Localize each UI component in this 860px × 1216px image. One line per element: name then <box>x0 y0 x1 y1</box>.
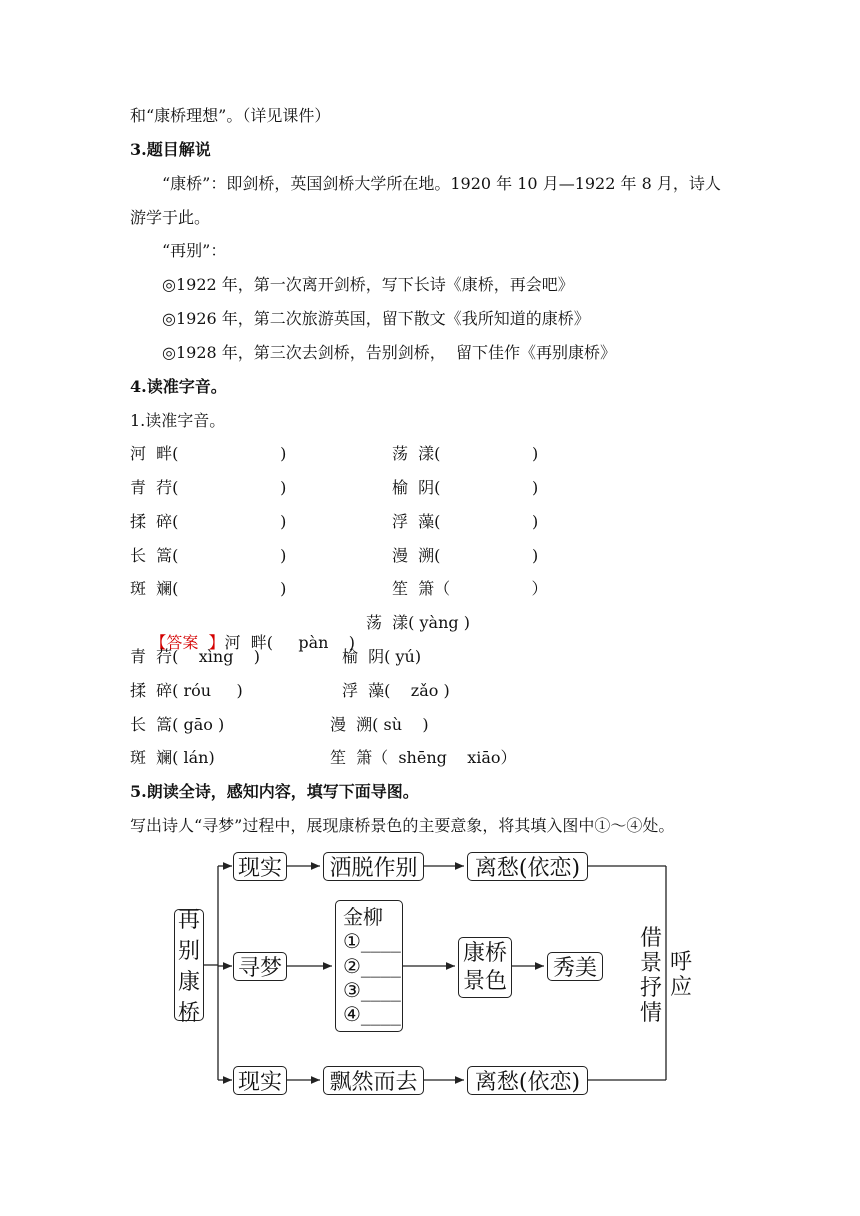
root-char-1: 再 <box>177 908 200 933</box>
paragraph-zaibie: “再别”： <box>162 241 227 260</box>
item-1922: ◎1922 年，第一次离开剑桥，写下长诗《康桥，再会吧》 <box>162 275 574 294</box>
quiz-right-4: 漫 溯( ) <box>392 546 539 565</box>
side-label-huying <box>668 950 694 1000</box>
answer-row4-left: 长 篙( gāo ) <box>130 715 225 734</box>
dream-box: 寻梦 <box>233 952 287 981</box>
item-1928: ◎1928 年，第三次去剑桥，告别剑桥， 留下佳作《再别康桥》 <box>162 343 616 362</box>
reality-top-box: 现实 <box>233 852 287 881</box>
scenery-line-2: 景色 <box>462 968 507 994</box>
section5-desc: 写出诗人“寻梦”过程中，展现康桥景色的主要意象，将其填入图中①～④处。 <box>130 816 675 835</box>
side1-char-1: 借 <box>639 926 662 951</box>
heading-5: 5.朗读全诗，感知内容，填写下面导图。 <box>130 782 419 801</box>
quiz-right-1: 荡 漾( ) <box>392 444 539 463</box>
answer-row3-left: 揉 碎( róu ) <box>130 681 243 700</box>
answer-row3-right: 浮 藻( zǎo ) <box>342 681 450 700</box>
answer-row1-left: 河 畔( pàn ) <box>224 633 356 652</box>
imagery-jinliu: 金柳 <box>343 905 383 929</box>
mind-map <box>168 842 708 1102</box>
paragraph-kangqiao-cont: 游学于此。 <box>130 208 211 227</box>
answer-row5-right: 笙 箫（ shēng xiāo） <box>330 748 517 767</box>
side-label-jiejing <box>638 926 664 1026</box>
side1-char-4: 情 <box>639 1001 662 1026</box>
side2-char-1: 呼 <box>669 950 692 975</box>
quiz-left-4: 长 篙( ) <box>130 546 287 565</box>
answer-label: 【答案 】 <box>150 633 225 652</box>
sub-heading: 1.读准字音。 <box>130 411 226 430</box>
imagery-blank-1: ①____ <box>343 929 401 953</box>
root-char-3: 康 <box>177 970 200 995</box>
imagery-blank-4: ④____ <box>343 1002 401 1026</box>
answer-row1-right: 荡 漾( yàng ) <box>366 613 470 632</box>
sad-bottom-box: 离愁(依恋) <box>467 1066 588 1095</box>
root-char-4: 桥 <box>177 1001 200 1026</box>
quiz-left-2: 青 荇( ) <box>130 478 287 497</box>
sad-top-box: 离愁(依恋) <box>467 852 588 881</box>
side1-char-3: 抒 <box>639 976 662 1001</box>
answer-row5-left: 斑 斓( lán) <box>130 748 215 767</box>
heading-4: 4.读准字音。 <box>130 377 227 396</box>
answer-row4-right: 漫 溯( sù ) <box>330 715 429 734</box>
quiz-right-5: 笙 箫（ ） <box>392 579 548 598</box>
answer-row2-right: 榆 阴( yú) <box>342 647 422 666</box>
item-1926: ◎1926 年，第二次旅游英国，留下散文《我所知道的康桥》 <box>162 309 590 328</box>
quiz-right-2: 榆 阴( ) <box>392 478 539 497</box>
scenery-box <box>458 937 512 998</box>
quiz-left-1: 河 畔( ) <box>130 444 287 463</box>
paragraph-kangqiao: “康桥”：即剑桥，英国剑桥大学所在地。1920 年 10 月—1922 年 8 月，诗人 <box>162 174 721 193</box>
scenery-line-1: 康桥 <box>462 940 507 966</box>
heading-3: 3.题目解说 <box>130 140 211 159</box>
side1-char-2: 景 <box>639 951 662 976</box>
root-box <box>174 908 204 1026</box>
quiz-left-5: 斑 斓( ) <box>130 579 287 598</box>
imagery-box <box>335 900 403 1032</box>
root-char-2: 别 <box>177 939 200 964</box>
answer-row2-left: 青 荇( xìng ) <box>130 647 261 666</box>
farewell-bottom-box: 飘然而去 <box>323 1066 424 1095</box>
imagery-blank-3: ③____ <box>343 978 401 1002</box>
beauty-box: 秀美 <box>547 952 603 981</box>
quiz-left-3: 揉 碎( ) <box>130 512 287 531</box>
farewell-top-box: 洒脱作别 <box>323 852 424 881</box>
continued-text: 和“康桥理想”。（详见课件） <box>130 106 331 125</box>
reality-bottom-box: 现实 <box>233 1066 287 1095</box>
quiz-right-3: 浮 藻( ) <box>392 512 539 531</box>
side2-char-2: 应 <box>669 975 692 1000</box>
imagery-blank-2: ②____ <box>343 954 401 978</box>
